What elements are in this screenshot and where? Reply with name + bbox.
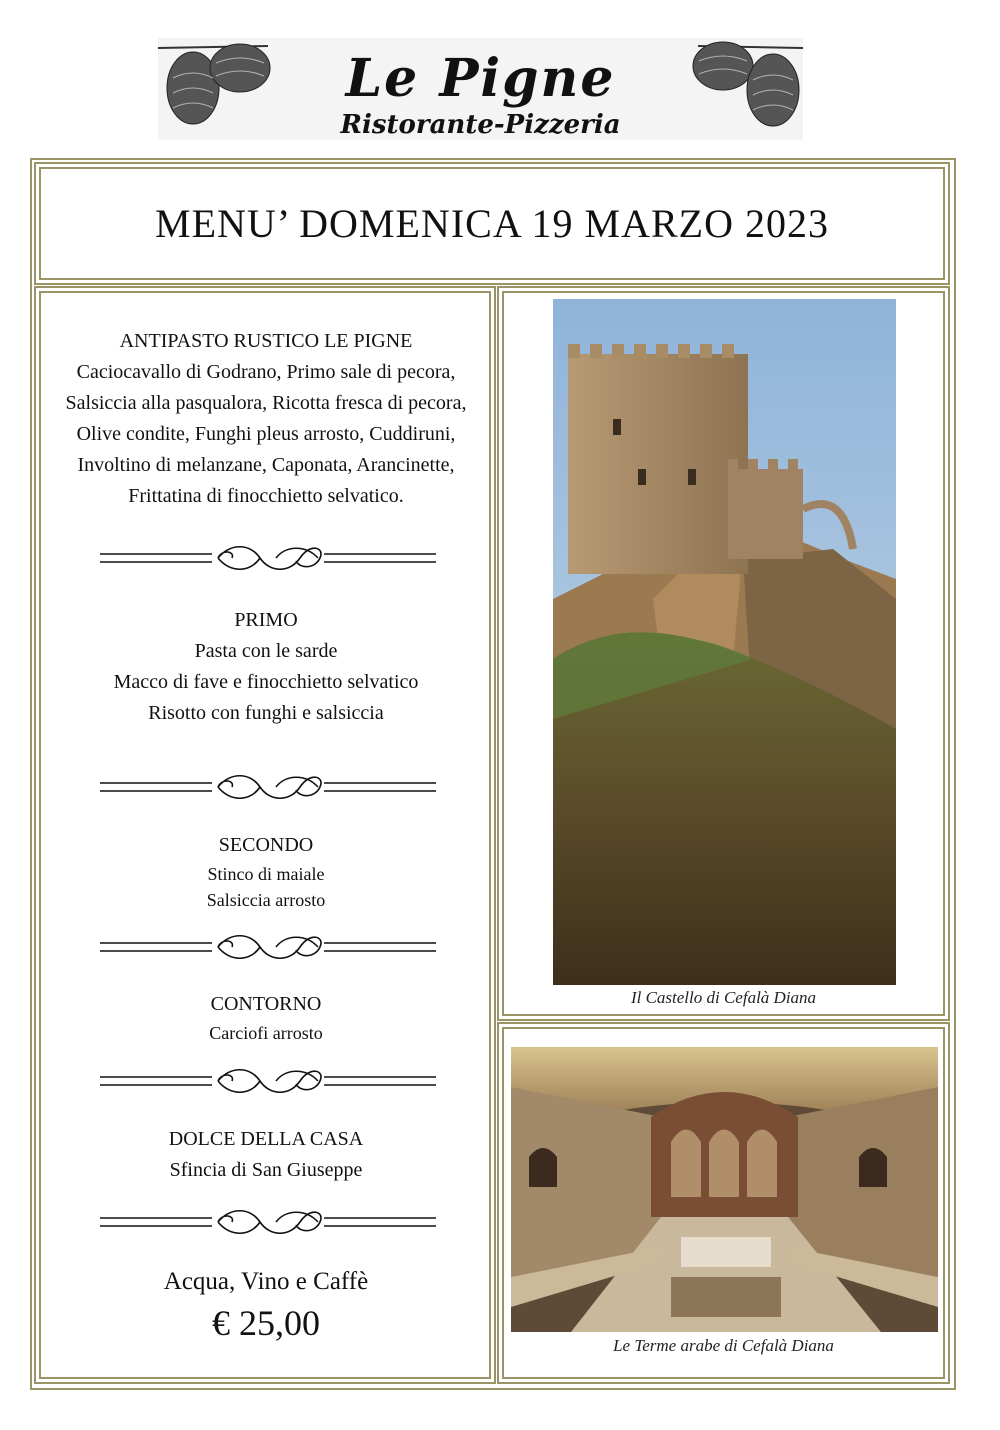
ornament-divider <box>100 1205 436 1239</box>
castle-caption: Il Castello di Cefalà Diana <box>630 988 817 1007</box>
ornament-divider <box>100 1064 436 1098</box>
ornament-divider <box>100 930 436 964</box>
dolce-heading: DOLCE DELLA CASA <box>168 1128 364 1150</box>
menu-line: Stinco di maiale <box>207 864 325 884</box>
restaurant-subtitle: Ristorante-Pizzeria <box>340 110 621 140</box>
dolce-section <box>40 1124 492 1186</box>
menu-line: Salsiccia arrosto <box>206 890 326 910</box>
menu-line: Olive condite, Funghi pleus arrosto, Cuddiruni, <box>76 423 456 445</box>
baths-caption: Le Terme arabe di Cefalà Diana <box>613 1336 834 1355</box>
primo-heading: PRIMO <box>234 609 298 631</box>
menu-line: Frittatina di finocchietto selvatico. <box>128 485 404 507</box>
menu-line: Caciocavallo di Godrano, Primo sale di pecora, <box>76 361 456 383</box>
menu-line: Macco di fave e finocchietto selvatico <box>113 671 419 693</box>
antipasto-section <box>40 326 492 512</box>
menu-title: MENU’ DOMENICA 19 MARZO 2023 <box>155 201 829 246</box>
ornament-divider <box>100 770 436 804</box>
restaurant-name: Le Pigne <box>345 48 616 109</box>
menu-line: Carciofi arrosto <box>209 1023 323 1043</box>
antipasto-heading: ANTIPASTO RUSTICO LE PIGNE <box>119 330 413 352</box>
restaurant-logo <box>158 38 803 140</box>
ornament-divider <box>100 541 436 575</box>
baths-photo <box>511 1047 938 1332</box>
primo-section <box>40 605 492 729</box>
contorno-section <box>40 989 492 1046</box>
menu-line: Sfincia di San Giuseppe <box>169 1159 363 1181</box>
contorno-heading: CONTORNO <box>210 993 322 1015</box>
included-drinks: Acqua, Vino e Caffè <box>163 1268 369 1295</box>
secondo-heading: SECONDO <box>218 834 314 856</box>
menu-price: € 25,00 <box>212 1303 320 1343</box>
menu-line: Pasta con le sarde <box>194 640 338 662</box>
menu-line: Involtino di melanzane, Caponata, Arancinette, <box>77 454 455 476</box>
menu-line: Salsiccia alla pasqualora, Ricotta fresca di pecora, <box>65 392 467 414</box>
castle-photo <box>553 299 896 985</box>
secondo-section <box>40 830 492 913</box>
menu-line: Risotto con funghi e salsiccia <box>148 702 384 724</box>
